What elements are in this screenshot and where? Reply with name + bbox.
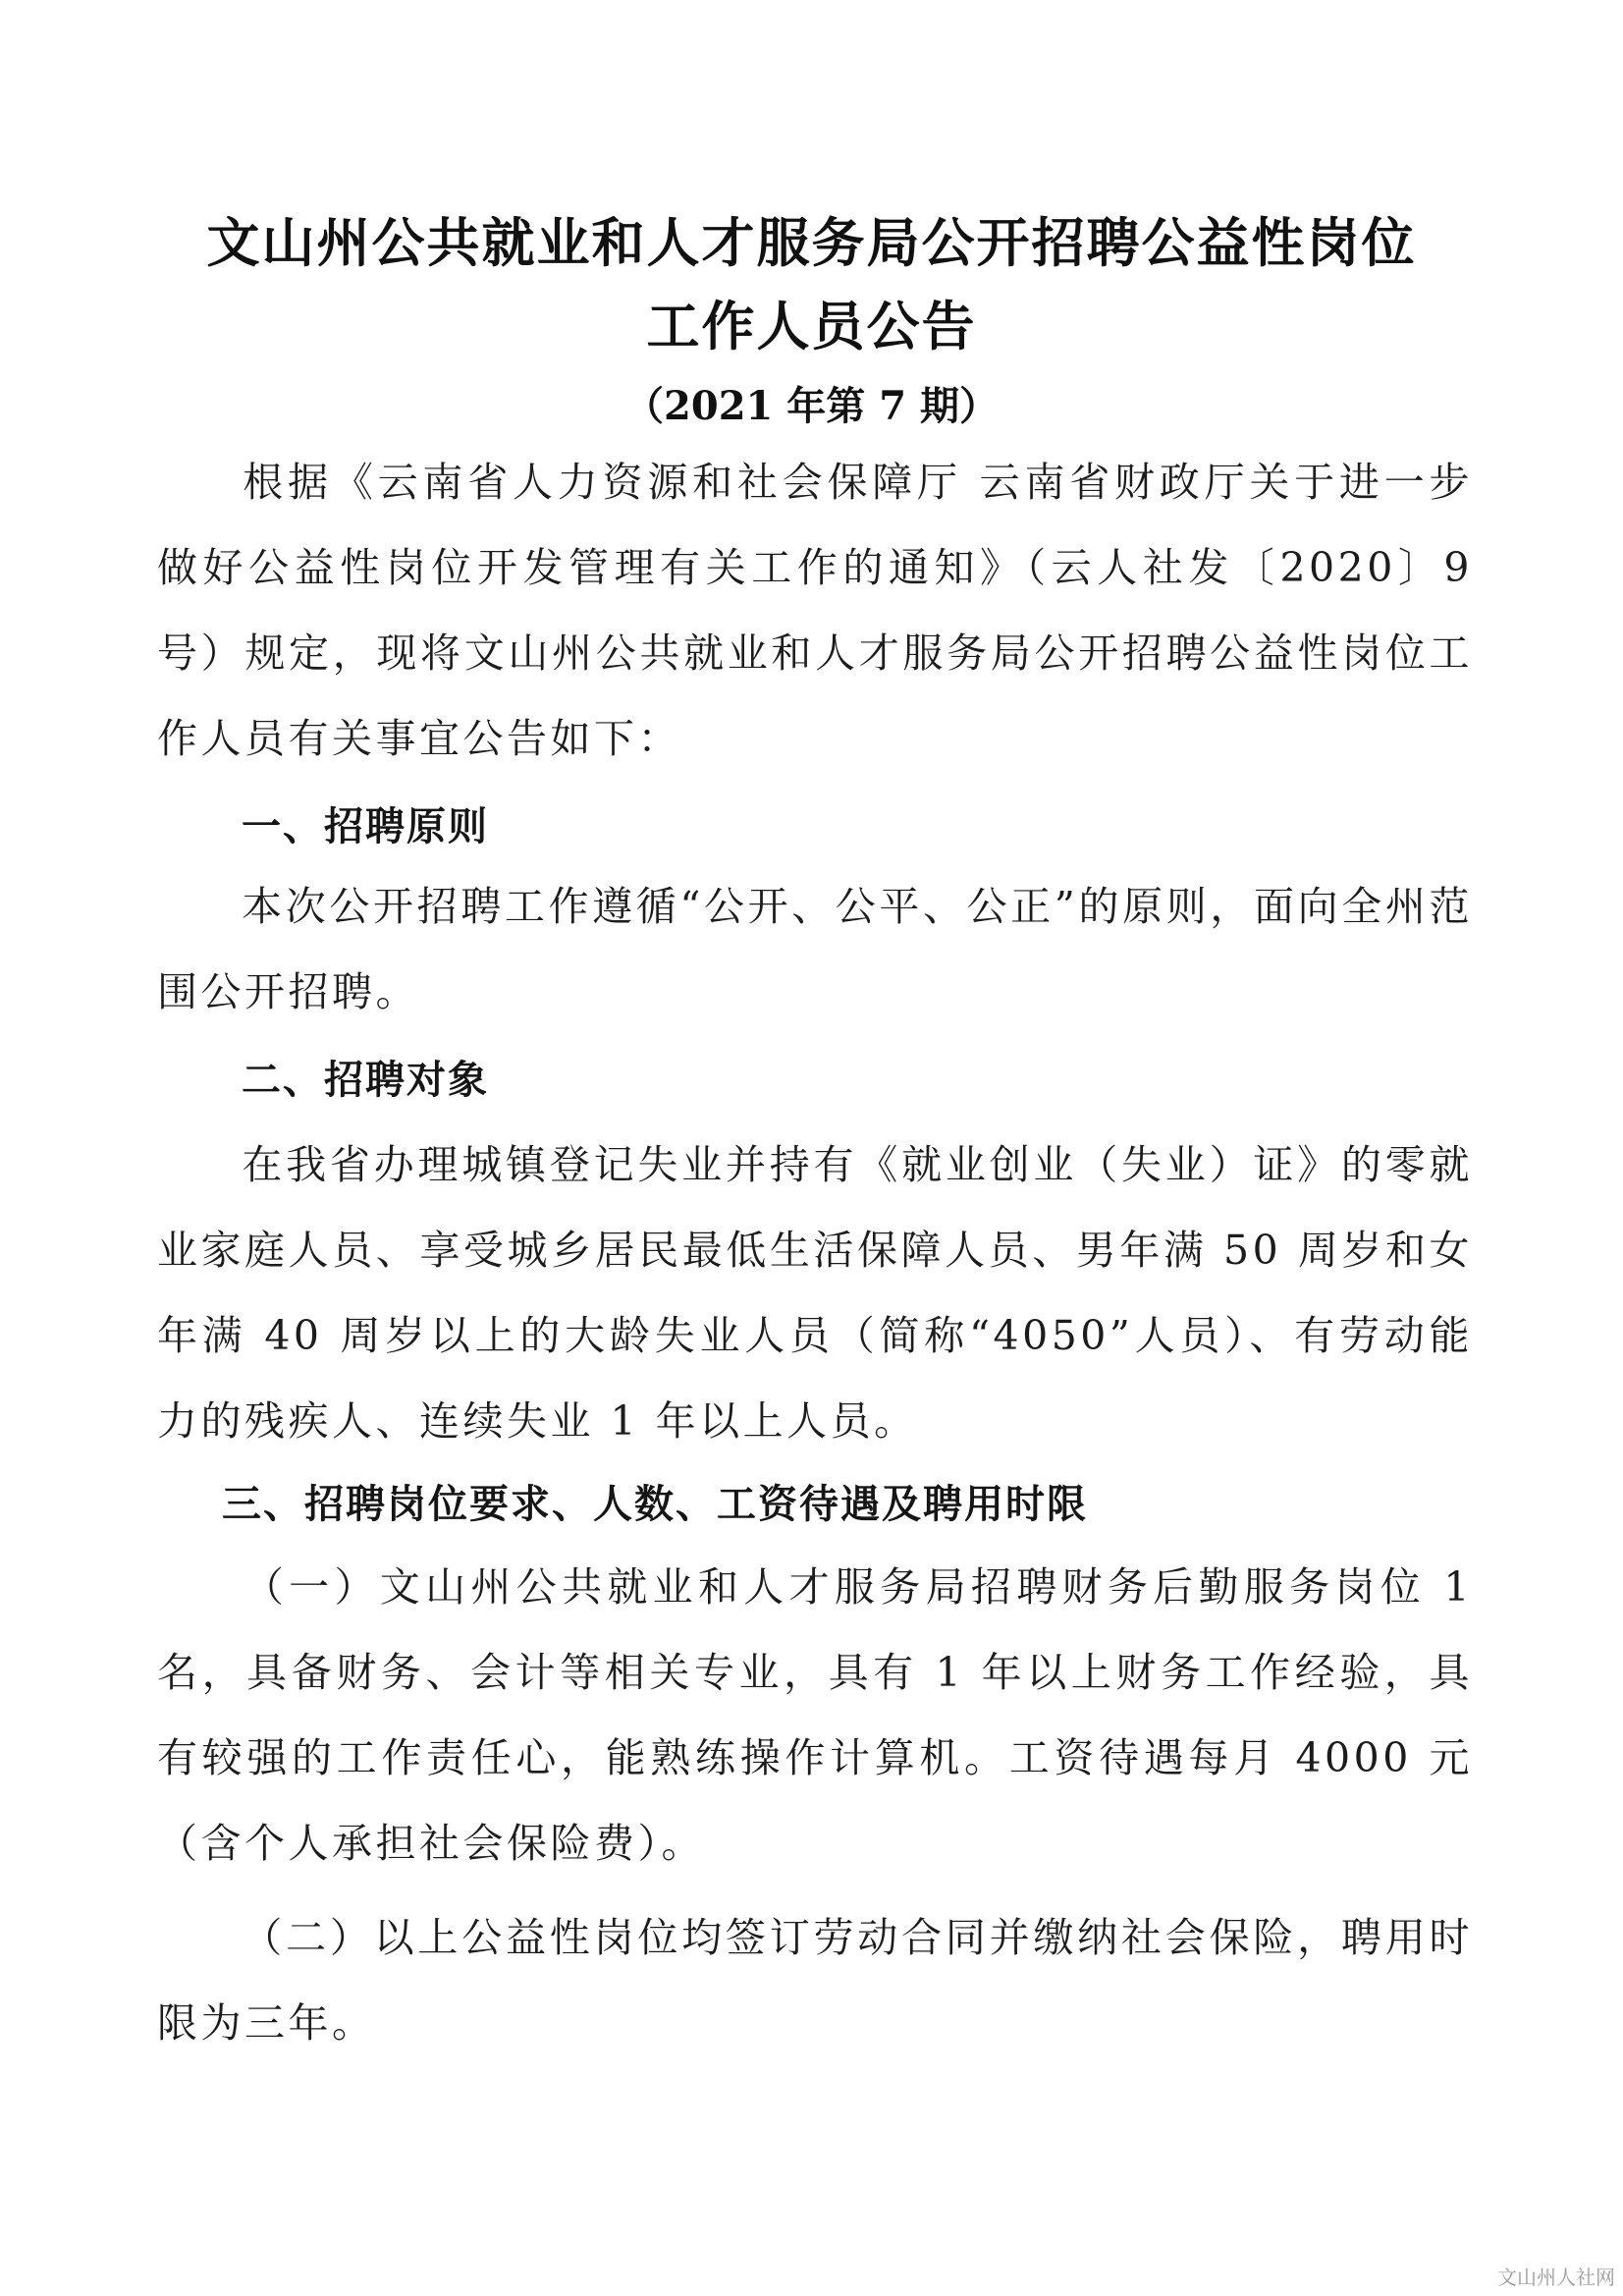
post-text-1: （一）文山州公共就业和人才服务局招聘财务后勤服务岗位 1 名，具备财务、会计等相关专业，具有 1 年以上财务工作经验，具有较强的工作责任心，能熟练操作计算机。工资待遇每月 4000 元（含个人承担社会保险费）。 [157, 1563, 1473, 1867]
post-paragraph-1 [157, 1545, 1473, 1886]
intro-text: 根据《云南省人力资源和社会保障厅 云南省财政厅关于进一步做好公益性岗位开发管理有关工作的通知》（云人社发〔2020〕9 号）规定，现将文山州公共就业和人才服务局公开招聘公益性岗位工作人员有关事宜公告如下： [157, 459, 1473, 762]
document-title-line2: 工作人员公告 [646, 296, 977, 357]
site-watermark: 文山州人社网 [1497, 2266, 1615, 2289]
post-paragraph-2 [157, 1895, 1473, 2066]
intro-paragraph [157, 440, 1473, 782]
section-heading-posts: 三、招聘岗位要求、人数、工资待遇及聘用时限 [222, 1482, 1088, 1527]
post-text-2: （二）以上公益性岗位均签订劳动合同并缴纳社会保险，聘用时限为三年。 [157, 1914, 1473, 2047]
document-title-line1: 文山州公共就业和人才服务局公开招聘公益性岗位 [206, 212, 1417, 274]
principle-paragraph [157, 864, 1473, 1035]
section-heading-target: 二、招聘对象 [242, 1058, 489, 1103]
issue-number: （2021 年第 7 期） [624, 383, 999, 429]
target-paragraph [157, 1122, 1473, 1464]
section-heading-principle: 一、招聘原则 [242, 804, 489, 849]
target-text: 在我省办理城镇登记失业并持有《就业创业（失业）证》的零就业家庭人员、享受城乡居民最低生活保障人员、男年满 50 周岁和女年满 40 周岁以上的大龄失业人员（简称“4050”人员）、有劳动能力的残疾人、连续失业 1 年以上人员。 [157, 1141, 1473, 1445]
principle-text: 本次公开招聘工作遵循“公开、公平、公正”的原则，面向全州范围公开招聘。 [157, 883, 1473, 1015]
